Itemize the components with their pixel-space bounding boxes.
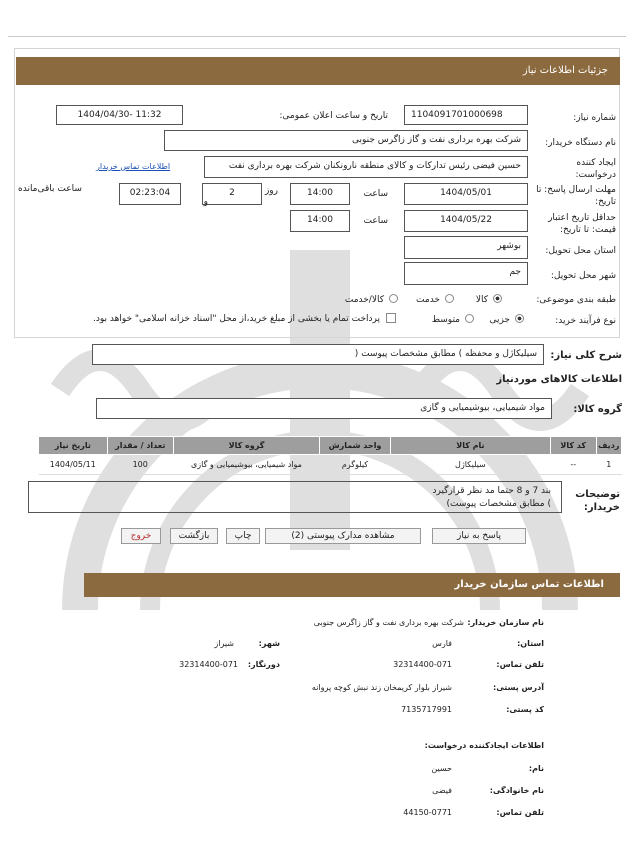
buyer-notes-label: توضیحات خریدار: [575, 489, 620, 513]
day-label: روز [264, 186, 278, 196]
validity-date-field[interactable]: 1404/05/22 [404, 210, 528, 232]
contact-fax-value: 32314400-071 [179, 660, 238, 669]
contact-address-value: شیراز بلوار کریمخان زند نبش کوچه پروانه [311, 683, 452, 692]
creator-family-value: فیضی [432, 786, 452, 795]
validity-hour-label: ساعت [363, 216, 388, 226]
purchase-option-medium: متوسط [431, 315, 460, 325]
province-field[interactable]: بوشهر [404, 236, 528, 259]
validity-label: حداقل تاریخ اعتبار قیمت: تا تاریخ: [548, 213, 616, 235]
page-title: جزئیات اطلاعات نیاز [16, 57, 620, 85]
print-button[interactable]: چاپ [226, 528, 260, 544]
buyer-notes-line2: ) مطابق مشخصات پیوست) [446, 499, 551, 509]
cell-date: 1404/05/11 [39, 455, 108, 475]
purchase-radio-minor[interactable] [515, 314, 524, 323]
buyer-contact-link[interactable]: اطلاعات تماس خریدار [96, 162, 171, 171]
back-button[interactable]: بازگشت [170, 528, 218, 544]
city-field[interactable]: جم [404, 262, 528, 285]
buyer-field[interactable]: شرکت بهره برداری نفت و گاز زاگرس جنوبی [164, 130, 528, 151]
cell-name: سیلیکاژل [390, 455, 550, 475]
contact-address-label: آدرس پستی: [493, 683, 544, 692]
creator-label: ایجاد کننده درخواست: [575, 158, 616, 180]
col-name: نام کالا [390, 437, 550, 455]
buyer-label: نام دستگاه خریدار: [545, 138, 616, 148]
treasury-note: پرداخت تمام یا بخشی از مبلغ خرید،از محل "اسناد خزانه اسلامی" خواهد بود. [92, 314, 380, 324]
contact-city-label: شهر: [258, 639, 280, 648]
purchase-type-label: نوع فرآیند خرید: [555, 316, 616, 326]
goods-table [38, 436, 622, 475]
col-quantity: تعداد / مقدار [107, 437, 173, 455]
col-row: ردیف [596, 437, 621, 455]
deadline-date-field[interactable]: 1404/05/01 [404, 183, 528, 205]
buyer-notes-line1: بند 7 و 8 حتما مد نظر قرارگیرد [432, 486, 551, 496]
cell-group: مواد شیمیایی، بیوشیمیایی و گازی [173, 455, 319, 475]
col-date: تاریخ نیاز [39, 437, 108, 455]
category-option-service: خدمت [416, 295, 440, 305]
col-group: گروه کالا [173, 437, 319, 455]
deadline-time-field[interactable]: 14:00 [290, 183, 350, 205]
contact-province-value: فارس [432, 639, 452, 648]
contact-postal-value: 7135717991 [401, 705, 452, 714]
announce-datetime-field[interactable]: 1404/04/30- 11:32 [56, 105, 183, 125]
creator-field[interactable]: حسین فیضی رئیس تدارکات و کالای منطقه نارونکنان شرکت بهره برداری نفت [204, 156, 528, 178]
buyer-notes-field[interactable] [28, 481, 562, 513]
contact-org-label: نام سازمان خریدار: [467, 618, 544, 627]
validity-time-field[interactable]: 14:00 [290, 210, 350, 232]
category-radio-goods[interactable] [493, 294, 502, 303]
deadline-hour-label: ساعت [363, 189, 388, 199]
city-label: شهر محل تحویل: [550, 271, 616, 281]
and-label: و [203, 197, 208, 207]
treasury-checkbox[interactable] [386, 313, 396, 323]
exit-button[interactable]: خروج [121, 528, 161, 544]
creator-phone-label: تلفن تماس: [496, 808, 544, 817]
creator-phone-value: 44150-0771 [403, 808, 452, 817]
goods-group-label: گروه کالا: [573, 404, 622, 415]
purchase-option-minor: جزیی [489, 315, 510, 325]
contact-postal-label: کد پستی: [506, 705, 544, 714]
creator-name-value: حسین [431, 764, 452, 773]
need-number-label: شماره نیاز: [573, 113, 616, 123]
purchase-radio-medium[interactable] [465, 314, 474, 323]
contact-phone-value: 32314400-071 [393, 660, 452, 669]
contact-province-label: استان: [517, 639, 544, 648]
col-code: کد کالا [550, 437, 596, 455]
province-label: استان محل تحویل: [545, 246, 616, 256]
contact-section-title: اطلاعات تماس سازمان خریدار [84, 573, 620, 597]
remaining-days-field[interactable]: 2 [202, 183, 262, 205]
cell-quantity: 100 [107, 455, 173, 475]
goods-group-field[interactable]: مواد شیمیایی، بیوشیمیایی و گازی [96, 398, 552, 419]
creator-info-title: اطلاعات ایجادکننده درخواست: [424, 741, 544, 750]
table-row [39, 455, 622, 475]
category-option-goods: کالا [475, 295, 488, 305]
summary-field[interactable]: سیلیکاژل و محفظه ) مطابق مشخصات پیوست ( [92, 344, 544, 365]
col-unit: واحد شمارش [320, 437, 391, 455]
category-option-goods-service: کالا/خدمت [344, 295, 384, 305]
category-radio-goods-service[interactable] [389, 294, 398, 303]
deadline-label: مهلت ارسال پاسخ: تا تاریخ: [536, 185, 616, 207]
creator-family-label: نام خانوادگی: [489, 786, 544, 795]
cell-unit: کیلوگرم [320, 455, 391, 475]
contact-city-value: شیراز [214, 639, 234, 648]
attachments-button[interactable]: مشاهده مدارک پیوستی (2) [265, 528, 421, 544]
cell-code: -- [550, 455, 596, 475]
goods-table-header [39, 437, 622, 455]
remaining-time-field[interactable]: 02:23:04 [119, 183, 181, 205]
creator-name-label: نام: [528, 764, 544, 773]
need-number-field[interactable]: 1104091701000698 [404, 105, 528, 125]
contact-fax-label: دورنگار: [247, 660, 280, 669]
reply-button[interactable]: پاسخ به نیاز [432, 528, 526, 544]
remaining-label: ساعت باقی‌مانده [18, 184, 82, 194]
summary-label: شرح کلی نیاز: [550, 350, 622, 361]
top-divider [8, 36, 626, 37]
contact-org-value: شرکت بهره برداری نفت و گاز زاگرس جنوبی [313, 618, 464, 627]
contact-phone-label: تلفن تماس: [496, 660, 544, 669]
category-label: طبقه بندی موضوعی: [536, 295, 616, 305]
category-radio-service[interactable] [445, 294, 454, 303]
cell-row: 1 [596, 455, 621, 475]
announce-label: تاریخ و ساعت اعلان عمومی: [279, 111, 388, 121]
goods-section-title: اطلاعات کالاهای موردنیاز [496, 374, 622, 385]
